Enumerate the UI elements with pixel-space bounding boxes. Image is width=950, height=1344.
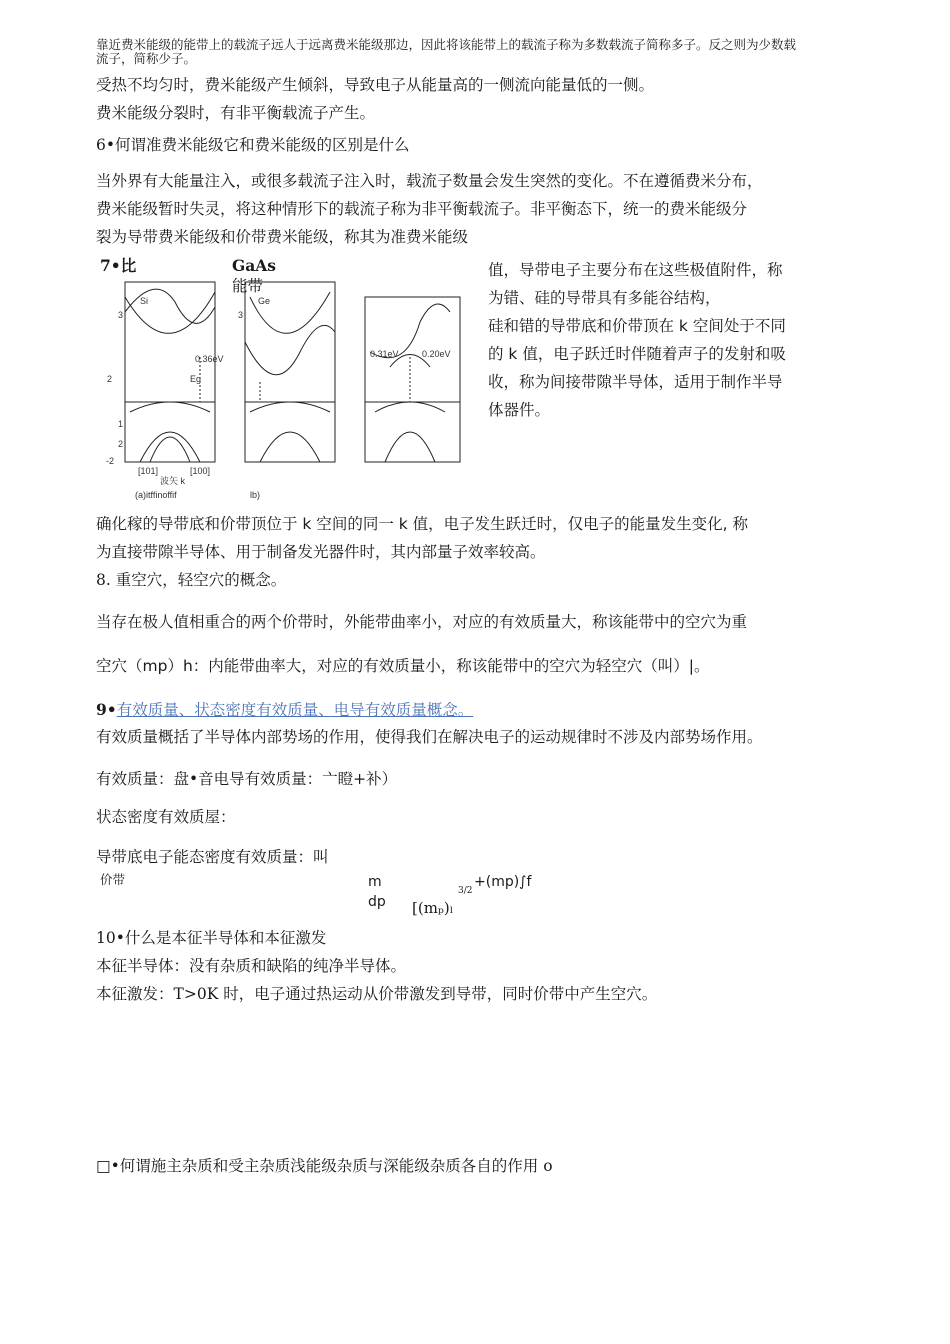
question-8: 8. 重空穴，轻空穴的概念。 — [96, 571, 287, 589]
paragraph-line: 费米能级分裂时，有非平衡载流子产生。 — [96, 104, 376, 122]
right-column-line: 值，导带电子主要分布在这些极值附件，称 — [488, 261, 783, 279]
question-7-gaas: GaAs — [232, 256, 277, 275]
right-column-line: 体器件。 — [488, 401, 551, 419]
right-column-line: 收，称为间接带隙半导体，适用于制作半导 — [488, 373, 783, 391]
axis-wave-label: 波矢 k — [160, 476, 186, 486]
paragraph-line: 流子，简称少子。 — [96, 51, 197, 66]
answer-9-line: 导带底电子能态密度有效质量：叫 — [96, 848, 329, 866]
answer-8-line: 当存在极人值相重合的两个价带时，外能带曲率小，对应的有效质量大，称该能带中的空穴为重 — [96, 613, 748, 631]
formula-exponent: 3/2 — [458, 886, 473, 896]
answer-6-line: 裂为导带费米能级和价带费米能级，称其为准费米能级 — [96, 228, 469, 246]
panel-ge-label: Ge — [258, 296, 271, 306]
tick-minus: -2 — [106, 456, 115, 466]
formula-mp: +(mp)∫f — [474, 874, 532, 890]
answer-10-line: 本征激发：T>0K 时，电子通过热运动从价带激发到导带，同时价带中产生空穴。 — [96, 985, 658, 1003]
tick-3: 3 — [238, 310, 244, 320]
panel-si-frame — [125, 282, 215, 462]
question-10: 10•什么是本征半导体和本征激发 — [96, 929, 327, 947]
paragraph-line: 受热不均匀时，费米能级产生倾斜，导致电子从能量高的一侧流向能量低的一侧。 — [96, 76, 655, 94]
tick-2: 2 — [107, 374, 113, 384]
axis-left-label: [101] — [138, 466, 159, 476]
formula-m: m — [368, 874, 382, 890]
tick-3: 3 — [118, 310, 124, 320]
answer-7-line: 确化稼的导带底和价带顶位于 k 空间的同一 k 值，电子发生跃迁时，仅电子的能量发生变化, 称 — [96, 515, 749, 533]
energy-label: 0.36eV — [195, 354, 224, 364]
tick-2: 2 — [118, 439, 124, 449]
paragraph-line: 靠近费米能级的能带上的载流子远人于远离费米能级那边，因此将该能带上的载流子称为多数载流子简称多子。反之则为少数载 — [96, 37, 797, 52]
answer-9-line: 状态密度有效质屋： — [96, 808, 236, 826]
band-structure-figure — [100, 252, 485, 502]
question-9-link[interactable]: 有效质量、状态密度有效质量、电导有效质量概念。 — [116, 701, 474, 719]
right-column-line: 硅和错的导带底和价带顶在 k 空间处于不同 — [488, 317, 786, 335]
answer-9-line: 有效质量概括了半导体内部势场的作用，使得我们在解决电子的运动规律时不涉及内部势场作用。 — [96, 728, 763, 746]
formula-bottom: [(mₚ)ₗ — [412, 899, 454, 917]
tick-1: 1 — [118, 419, 124, 429]
question-7-fragment: 7•比 — [100, 256, 137, 275]
answer-8-line: 空穴（mp）h：内能带曲率大，对应的有效质量小，称该能带中的空穴为轻空穴（叫）|。 — [96, 657, 710, 675]
caption-b: lb) — [250, 490, 261, 500]
right-column-line: 为错、硅的导带具有多能谷结构， — [488, 289, 721, 307]
answer-9-line: 有效质量：盘•音电导有效质量：亠瞪+补） — [96, 770, 398, 788]
answer-6-line: 费米能级暂时失灵，将这种情形下的载流子称为非平衡载流子。非平衡态下，统一的费米能级分 — [96, 200, 748, 218]
panel-si-label: Si — [140, 296, 149, 306]
question-9 — [96, 698, 473, 722]
panel-gaas-frame — [365, 297, 460, 462]
formula-dp: dp — [368, 894, 386, 910]
answer-10-line: 本征半导体：没有杂质和缺陷的纯净半导体。 — [96, 957, 407, 975]
question-7-fragment: 能带 — [232, 277, 264, 295]
energy-label: 0.20eV — [422, 349, 451, 359]
band-structure-svg — [100, 252, 485, 502]
energy-label: 0.31eV — [370, 349, 399, 359]
question-6: 6•何谓准费米能级它和费米能级的区别是什么 — [96, 136, 410, 154]
axis-right-label: [100] — [190, 466, 211, 476]
answer-9-line: 价带 — [100, 872, 126, 887]
right-column-line: 的 k 值，电子跃迁时伴随着声子的发射和吸 — [488, 345, 786, 363]
eg-label: Eg — [190, 374, 202, 384]
answer-6-line: 当外界有大能量注入，或很多载流子注入时，载流子数量会发生突然的变化。不在遵循费米分布， — [96, 172, 763, 190]
answer-7-line: 为直接带隙半导体、用于制备发光器件时，其内部量子效率较高。 — [96, 543, 546, 561]
panel-ge-frame — [245, 282, 335, 462]
caption-a: (a)itffinoffif — [135, 490, 177, 500]
question-11: □•何谓施主杂质和受主杂质浅能级杂质与深能级杂质各自的作用 o — [96, 1157, 553, 1175]
question-9-number: 9• — [96, 700, 117, 719]
